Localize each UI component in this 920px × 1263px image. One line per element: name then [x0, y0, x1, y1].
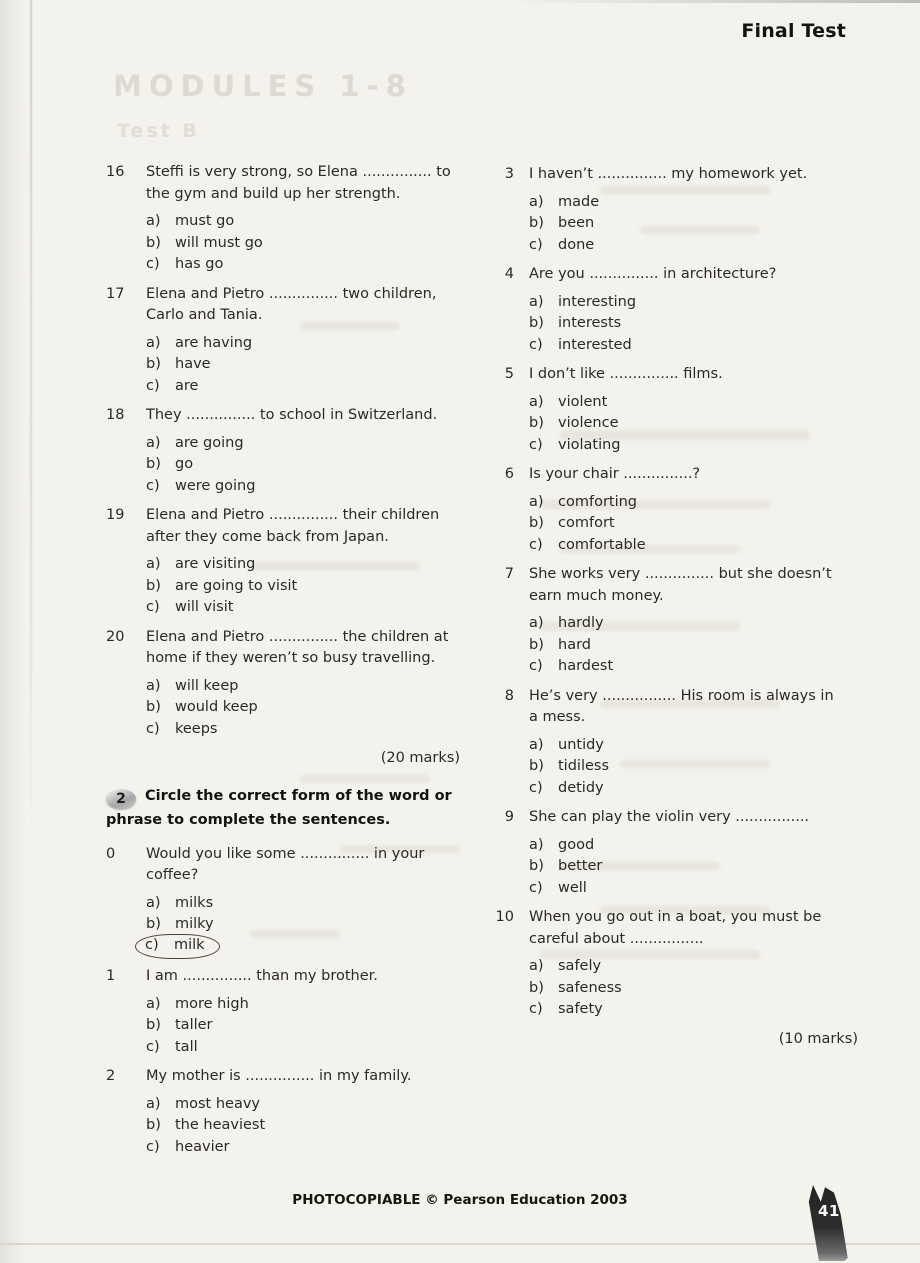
option-letter: a) — [529, 615, 544, 631]
option-letter: c) — [146, 599, 160, 615]
option-letter: c) — [529, 879, 543, 896]
option-letter: a) — [529, 393, 544, 410]
option-row — [529, 313, 846, 335]
question-number: 10 — [495, 909, 514, 925]
question-text: My mother is ............... in my family. — [146, 1068, 412, 1084]
option-row — [146, 1037, 452, 1059]
question-body — [146, 844, 452, 959]
question-item — [106, 505, 452, 619]
scan-top-edge — [0, 0, 920, 3]
option-letter: b) — [146, 356, 161, 372]
question-item — [106, 627, 452, 741]
option-row — [529, 756, 846, 778]
option-text: most heavy — [175, 1095, 261, 1112]
option-row — [146, 454, 452, 476]
option-row — [146, 1115, 452, 1137]
question-item — [106, 284, 452, 398]
option-wrap — [146, 254, 223, 276]
question-item — [106, 844, 452, 959]
option-wrap — [529, 999, 603, 1021]
option-row — [146, 914, 452, 936]
option-letter: a) — [146, 1095, 161, 1112]
option-text: hardly — [558, 615, 604, 631]
question-text: I haven’t ............... my homework yet. — [529, 166, 808, 182]
question-number: 18 — [106, 407, 125, 423]
option-letter: a) — [146, 677, 161, 694]
options-list — [529, 956, 846, 1021]
option-wrap — [146, 1137, 230, 1159]
option-letter: c) — [146, 1038, 160, 1055]
question-text: They ............... to school in Switzerland. — [146, 407, 438, 423]
option-wrap — [529, 313, 621, 335]
option-text: safely — [558, 958, 602, 974]
option-row — [529, 878, 846, 900]
option-text: interested — [558, 336, 632, 353]
option-wrap — [529, 492, 637, 514]
option-row — [146, 1015, 452, 1037]
question-text: Elena and Pietro ............... two children, Carlo and Tania. — [146, 285, 437, 323]
question-item — [106, 966, 452, 1058]
option-text: well — [558, 879, 587, 896]
option-wrap — [529, 756, 609, 778]
option-row — [146, 1137, 452, 1159]
option-row — [529, 292, 846, 314]
option-wrap — [529, 235, 594, 257]
options-list — [146, 893, 452, 959]
option-row — [146, 1094, 452, 1116]
question-number: 2 — [106, 1068, 116, 1084]
options-list — [146, 676, 452, 741]
option-row — [529, 535, 846, 557]
question-body — [529, 686, 846, 800]
option-wrap — [529, 435, 621, 457]
option-row — [529, 335, 846, 357]
exercise2-questions-left — [106, 844, 452, 1159]
ghost-test-subtitle: Test B — [117, 120, 200, 142]
option-letter: c) — [145, 936, 159, 953]
options-list — [146, 433, 452, 498]
option-wrap — [529, 413, 619, 435]
option-text: good — [558, 836, 595, 853]
option-text: has go — [175, 256, 224, 272]
question-item — [494, 907, 846, 1021]
option-letter: c) — [529, 1001, 543, 1017]
option-text: interesting — [558, 293, 637, 310]
option-wrap — [529, 878, 587, 900]
option-letter: b) — [529, 858, 544, 874]
question-body — [529, 907, 846, 1021]
option-row — [146, 576, 452, 598]
option-wrap — [529, 513, 615, 535]
option-row — [146, 376, 452, 398]
option-text: keeps — [175, 720, 218, 737]
option-letter: b) — [146, 699, 161, 715]
option-row — [529, 192, 846, 214]
option-wrap — [146, 1015, 213, 1037]
question-number: 4 — [504, 266, 514, 282]
option-row — [529, 435, 846, 457]
question-text: She can play the violin very ................ — [529, 809, 810, 825]
option-letter: b) — [529, 636, 544, 653]
question-item — [494, 464, 846, 556]
question-number: 17 — [106, 285, 125, 302]
option-letter: c) — [529, 436, 543, 453]
option-wrap — [146, 476, 255, 498]
option-wrap — [529, 192, 599, 214]
question-text: He’s very ................ His room is always in a mess. — [529, 687, 834, 725]
option-wrap — [146, 893, 213, 915]
option-text: been — [558, 215, 595, 231]
option-text: taller — [175, 1017, 213, 1033]
option-text: better — [558, 858, 603, 874]
question-number: 7 — [504, 566, 514, 582]
option-row — [146, 936, 452, 959]
question-body — [529, 164, 846, 256]
option-text: have — [175, 356, 211, 372]
ghost-modules-title: MODULES 1-8 — [113, 69, 413, 103]
option-row — [529, 978, 846, 1000]
footer-credit: PHOTOCOPIABLE © Pearson Education 2003 — [292, 1192, 628, 1208]
option-wrap — [529, 735, 604, 757]
option-wrap — [529, 613, 604, 635]
option-text: hard — [558, 636, 591, 653]
option-wrap — [529, 635, 591, 657]
option-letter: c) — [146, 477, 160, 494]
option-wrap — [146, 211, 234, 233]
option-text: done — [558, 236, 595, 253]
exercise2-header — [106, 785, 468, 831]
option-letter: b) — [146, 1117, 161, 1133]
option-wrap — [146, 1115, 265, 1137]
option-wrap — [146, 994, 249, 1016]
option-letter: a) — [146, 894, 161, 911]
question-number: 3 — [504, 166, 514, 182]
option-text: made — [558, 193, 600, 210]
option-wrap — [529, 213, 594, 235]
question-body — [146, 284, 452, 398]
right-column — [494, 164, 858, 1050]
option-text: violent — [558, 393, 608, 410]
question-item — [494, 164, 846, 256]
option-text: must go — [175, 213, 235, 229]
page-number: 41 — [818, 1202, 840, 1220]
option-row — [529, 413, 846, 435]
option-wrap — [529, 856, 602, 878]
option-text: hardest — [558, 658, 614, 674]
option-row — [146, 554, 452, 576]
option-wrap — [146, 354, 211, 376]
option-row — [529, 778, 846, 800]
option-letter: c) — [146, 1138, 160, 1155]
option-row — [146, 597, 452, 619]
options-list — [529, 492, 846, 557]
question-item — [494, 807, 846, 899]
question-text: Would you like some ............... in your coffee? — [146, 845, 425, 883]
option-text: interests — [558, 315, 622, 331]
question-body — [529, 807, 846, 899]
option-row — [529, 999, 846, 1021]
option-letter: c) — [529, 236, 543, 253]
option-text: are going — [175, 434, 244, 451]
page-title: Final Test — [741, 20, 846, 42]
option-wrap — [146, 1037, 198, 1059]
option-letter: a) — [529, 493, 544, 510]
option-text: tidiless — [558, 758, 610, 774]
question-item — [494, 686, 846, 800]
option-row — [146, 893, 452, 915]
question-body — [146, 405, 452, 497]
option-row — [146, 433, 452, 455]
answer-circle — [135, 934, 220, 960]
option-wrap — [146, 233, 263, 255]
option-letter: a) — [146, 434, 161, 451]
option-wrap — [146, 676, 238, 698]
question-text: I don’t like ............... films. — [529, 366, 723, 382]
option-text: comforting — [558, 493, 638, 510]
option-text: will visit — [175, 599, 234, 615]
option-text: more high — [175, 995, 249, 1012]
question-body — [146, 162, 452, 276]
scan-left-edge — [0, 0, 26, 1263]
question-number: 1 — [106, 968, 116, 984]
option-letter: b) — [529, 979, 544, 996]
option-letter: a) — [529, 958, 544, 974]
options-list — [146, 1094, 452, 1159]
option-row — [146, 333, 452, 355]
option-letter: b) — [146, 1017, 161, 1033]
option-row — [146, 233, 452, 255]
option-text: are going to visit — [175, 577, 298, 594]
option-wrap — [529, 835, 594, 857]
option-row — [529, 956, 846, 978]
option-text: are having — [175, 334, 253, 351]
question-text: When you go out in a boat, you must be careful about ................ — [529, 909, 822, 947]
option-text: were going — [175, 477, 256, 494]
question-number: 8 — [504, 687, 514, 704]
question-text: Are you ............... in architecture? — [529, 266, 777, 282]
option-wrap — [146, 697, 258, 719]
option-row — [529, 392, 846, 414]
question-body — [529, 564, 846, 678]
option-row — [529, 835, 846, 857]
option-letter: c) — [529, 536, 543, 553]
option-wrap — [146, 454, 193, 476]
option-text: comfortable — [558, 536, 646, 553]
left-column — [106, 162, 460, 1166]
option-row — [146, 719, 452, 741]
options-list — [529, 735, 846, 800]
option-letter: b) — [529, 415, 544, 431]
question-number: 20 — [106, 628, 125, 645]
question-body — [146, 627, 452, 741]
option-text: will must go — [175, 234, 263, 251]
scan-bottom-edge — [0, 1243, 920, 1245]
option-row — [146, 676, 452, 698]
options-list — [529, 192, 846, 257]
option-letter: a) — [529, 836, 544, 853]
option-wrap — [146, 576, 297, 598]
option-letter: b) — [529, 215, 544, 231]
question-number: 19 — [106, 507, 125, 523]
option-letter: b) — [146, 234, 161, 251]
option-row — [529, 613, 846, 635]
option-letter: c) — [146, 720, 160, 737]
option-wrap — [146, 719, 217, 741]
option-row — [146, 994, 452, 1016]
option-text: the heaviest — [175, 1117, 266, 1133]
question-item — [106, 1066, 452, 1158]
option-wrap — [146, 597, 233, 619]
options-list — [146, 333, 452, 398]
option-letter: c) — [529, 336, 543, 353]
exercise1-marks-label: (20 marks) — [380, 750, 460, 766]
option-wrap — [146, 333, 252, 355]
option-text: safeness — [558, 979, 622, 996]
option-letter: a) — [146, 556, 161, 572]
exercise2-instruction: Circle the correct form of the word or phrase to complete the sentences. — [106, 787, 452, 828]
option-row — [146, 211, 452, 233]
exercise1-questions — [106, 162, 452, 740]
question-number: 0 — [106, 845, 116, 862]
question-item — [494, 264, 846, 356]
question-body — [529, 364, 846, 456]
option-row — [146, 476, 452, 498]
options-list — [529, 392, 846, 457]
option-letter: c) — [529, 658, 543, 674]
question-text: Elena and Pietro ............... their children after they come back from Japan. — [146, 507, 440, 545]
question-item — [494, 564, 846, 678]
option-text: safety — [558, 1001, 603, 1017]
option-letter: b) — [529, 515, 544, 531]
option-text: are — [175, 377, 199, 394]
option-text: heavier — [175, 1138, 230, 1155]
option-letter: a) — [529, 736, 544, 753]
question-number: 16 — [106, 164, 125, 180]
option-letter: a) — [146, 213, 161, 229]
option-text: milky — [175, 916, 214, 932]
question-text: I am ............... than my brother. — [146, 968, 378, 984]
option-letter: c) — [529, 779, 543, 796]
option-letter: a) — [146, 334, 161, 351]
option-text: are visiting — [175, 556, 256, 572]
option-row — [529, 213, 846, 235]
page-crease — [30, 0, 32, 840]
option-wrap — [146, 554, 255, 576]
option-wrap — [529, 335, 632, 357]
option-text: will keep — [175, 677, 239, 694]
options-list — [529, 835, 846, 900]
question-number: 6 — [504, 466, 514, 482]
option-wrap — [146, 914, 214, 936]
option-letter: b) — [146, 456, 161, 472]
option-letter: b) — [529, 315, 544, 331]
option-letter: a) — [529, 293, 544, 310]
question-text: Elena and Pietro ............... the children at home if they weren’t so busy travelling. — [146, 628, 449, 666]
question-text: She works very ............... but she doesn’t earn much money. — [529, 566, 832, 604]
option-text: milks — [175, 894, 214, 911]
option-wrap — [146, 433, 244, 455]
question-number: 5 — [504, 366, 514, 382]
exercise2-questions-right — [494, 164, 846, 1021]
option-text: go — [175, 456, 194, 472]
question-text: Is your chair ...............? — [529, 466, 701, 482]
options-list — [529, 292, 846, 357]
question-item — [494, 364, 846, 456]
option-letter: b) — [529, 758, 544, 774]
option-letter: a) — [529, 193, 544, 210]
option-wrap — [529, 978, 622, 1000]
option-row — [529, 492, 846, 514]
options-list — [529, 613, 846, 678]
option-text: comfort — [558, 515, 615, 531]
option-letter: a) — [146, 995, 161, 1012]
option-row — [146, 354, 452, 376]
option-row — [529, 513, 846, 535]
question-item — [106, 405, 452, 497]
option-row — [146, 254, 452, 276]
option-text: milk — [174, 936, 205, 953]
option-row — [529, 856, 846, 878]
option-wrap — [529, 392, 607, 414]
option-text: violating — [558, 436, 621, 453]
exercise2-number-badge: 2 — [106, 789, 136, 809]
exercise2-marks-label: (10 marks) — [778, 1030, 858, 1047]
option-text: detidy — [558, 779, 604, 796]
question-body — [146, 505, 452, 619]
options-list — [146, 554, 452, 619]
question-body — [529, 464, 846, 556]
question-number: 9 — [504, 809, 514, 825]
options-list — [146, 994, 452, 1059]
option-row — [529, 656, 846, 678]
option-wrap — [529, 956, 601, 978]
option-wrap — [529, 535, 646, 557]
option-text: would keep — [175, 699, 258, 715]
option-wrap — [529, 778, 604, 800]
option-row — [529, 235, 846, 257]
option-letter: c) — [146, 377, 160, 394]
question-item — [106, 162, 452, 276]
option-text: violence — [558, 415, 619, 431]
option-wrap — [146, 376, 198, 398]
option-letter: b) — [146, 577, 161, 594]
question-body — [146, 1066, 452, 1158]
question-body — [146, 966, 452, 1058]
option-letter: b) — [146, 916, 161, 932]
option-wrap — [529, 292, 636, 314]
option-row — [146, 697, 452, 719]
option-wrap — [529, 656, 613, 678]
option-row — [529, 735, 846, 757]
option-letter: c) — [146, 256, 160, 272]
question-body — [529, 264, 846, 356]
option-text: tall — [175, 1038, 198, 1055]
options-list — [146, 211, 452, 276]
option-row — [529, 635, 846, 657]
option-text: untidy — [558, 736, 604, 753]
option-wrap — [146, 1094, 260, 1116]
question-text: Steffi is very strong, so Elena ............... to the gym and build up her strength. — [146, 164, 451, 202]
